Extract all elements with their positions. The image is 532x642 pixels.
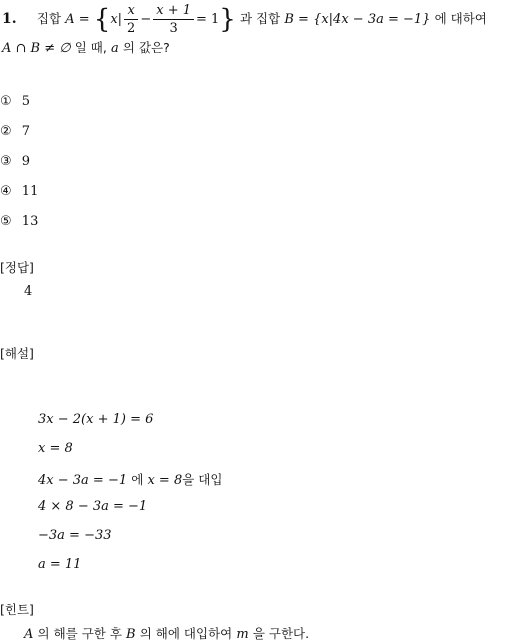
hint-label: [힌트] <box>0 602 34 617</box>
set-b-name: B <box>284 12 294 27</box>
choice-mark: ① <box>0 94 12 109</box>
choice-value: 13 <box>21 214 39 229</box>
right-brace: } <box>219 4 236 35</box>
fraction-x-over-2 <box>124 4 138 35</box>
choice-item[interactable] <box>0 154 30 169</box>
substitution-text: 을 대입 <box>182 472 223 487</box>
explanation-connector: 에 <box>131 472 144 487</box>
fraction-denominator: 3 <box>169 21 178 36</box>
choice-item[interactable] <box>0 124 30 139</box>
hint-text-2: 의 해에 대입하여 <box>139 626 233 641</box>
explanation-step: x = 8 <box>38 441 73 456</box>
fraction-denominator: 2 <box>127 21 136 36</box>
choice-item[interactable] <box>0 184 38 199</box>
question-tail: 에 대하여 <box>434 11 487 26</box>
choice-mark: ③ <box>0 154 12 169</box>
hint-var-b: B <box>126 627 136 642</box>
fraction-numerator: x <box>124 4 138 20</box>
question-number: 1. <box>2 11 17 27</box>
explanation-step: 4 × 8 − 3a = −1 <box>38 499 148 514</box>
explanation-step: a = 11 <box>38 557 82 572</box>
equals-sign: = <box>298 12 309 27</box>
choice-value: 5 <box>21 94 31 109</box>
explanation-step: 3x − 2(x + 1) = 6 <box>38 412 154 427</box>
set-a-name: A <box>65 12 75 27</box>
choice-mark: ② <box>0 124 12 139</box>
choice-mark: ④ <box>0 184 12 199</box>
set-a-lhs: x| <box>110 12 123 27</box>
explanation-label: [해설] <box>0 346 34 361</box>
equals-sign: = <box>78 12 90 27</box>
explanation-step: 4x − 3a = −1 <box>38 473 128 488</box>
hint-var-m: m <box>236 627 249 642</box>
explanation-step: −3a = −33 <box>38 528 112 543</box>
hint-var-a: A <box>24 627 34 642</box>
fraction-x-plus-1-over-3 <box>153 4 194 35</box>
hint-text-1: 의 해를 구한 후 <box>37 626 122 641</box>
hint-text-3: 을 구한다. <box>252 626 310 641</box>
fraction-numerator: x + 1 <box>153 4 194 20</box>
condition-math: A ∩ B ≠ ∅ <box>2 41 71 56</box>
choice-item[interactable] <box>0 214 38 229</box>
choice-value: 7 <box>21 124 31 139</box>
question-line-2 <box>2 38 170 56</box>
condition-text: 일 때, <box>74 40 107 55</box>
set-b-body: {x|4x − 3a = −1} <box>313 12 431 27</box>
choice-value: 9 <box>21 154 31 169</box>
question-ask: 의 값은? <box>122 40 170 55</box>
choice-mark: ⑤ <box>0 214 12 229</box>
choice-item[interactable] <box>0 94 30 109</box>
question-line-1 <box>2 2 487 37</box>
answer-label: [정답] <box>0 260 34 275</box>
question-conjunction: 과 집합 <box>239 11 281 26</box>
minus-sign: − <box>140 12 152 27</box>
hint-text <box>24 624 309 642</box>
explanation-step-substitution <box>38 470 222 488</box>
left-brace: { <box>93 4 111 35</box>
set-a-rhs: = 1 <box>196 12 220 27</box>
question-intro: 집합 <box>36 11 62 26</box>
substitution-value: x = 8 <box>147 473 183 488</box>
answer-value: 4 <box>24 284 33 299</box>
choice-value: 11 <box>21 184 39 199</box>
variable-a: a <box>110 41 119 56</box>
